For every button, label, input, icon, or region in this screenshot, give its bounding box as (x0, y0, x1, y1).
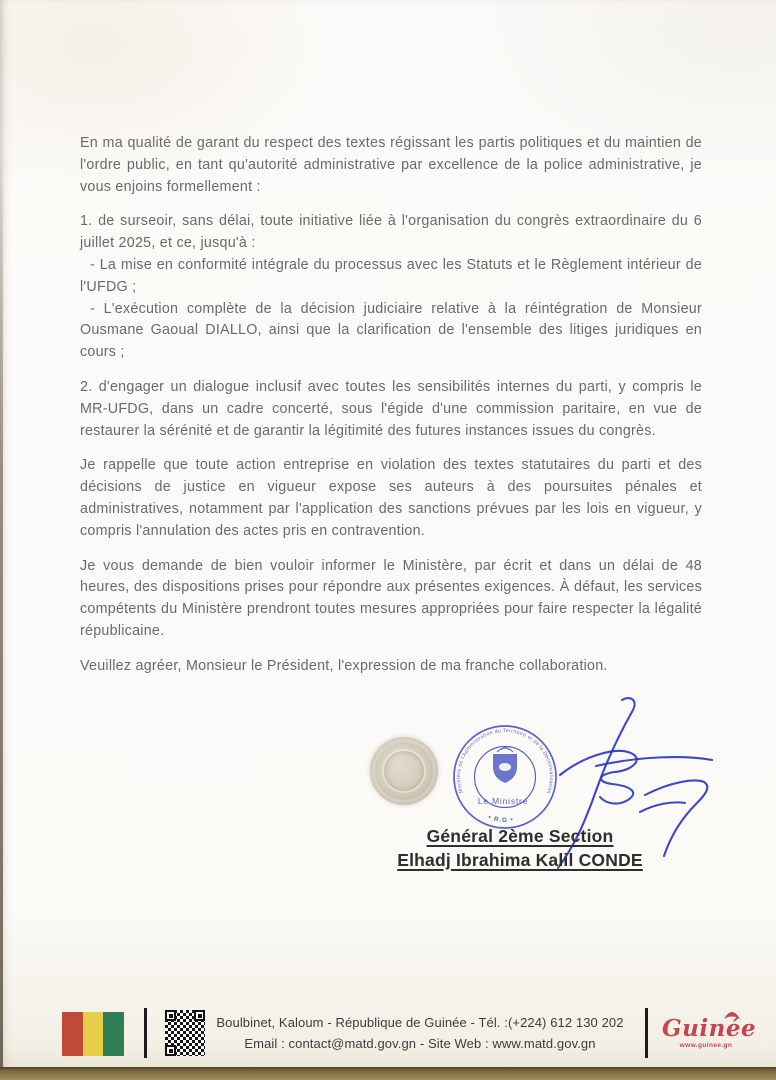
letter-paragraph-3: - La mise en conformité intégrale du processus avec les Statuts et le Règlement intérieur de l'UFDG ; (80, 256, 702, 295)
paper-bottom-edge (0, 1067, 776, 1080)
stamp-ring-text: Ministère de l'Administration du Territoire et de la Décentralisation (455, 728, 555, 795)
letter-paragraph-4: - L'exécution complète de la décision judiciaire relative à la réintégration de Monsieur Ousmane Gaoual DIALLO, ainsi que la clarification de l'ensemble des litiges juridiques en cours ; (80, 300, 702, 361)
letter-paragraph-7: Je vous demande de bien vouloir informer le Ministère, par écrit et dans un délai de 48 heures, des dispositions prises pour répondre aux présentes exigences. À défaut, les services compétents du Ministère prendront toutes mesures appropriées pour faire respecter la légalité républicaine. (80, 557, 702, 639)
guinee-logo-url: www.guinee.gn (679, 1042, 733, 1049)
flag-stripe-green (103, 1012, 124, 1056)
signatory-name: Elhadj Ibrahima Kalil CONDE (397, 849, 643, 870)
qr-finder-bottom-left (165, 1045, 176, 1056)
guinee-brand-logo (662, 1015, 757, 1049)
letter-paragraph-6: Je rappelle que toute action entreprise en violation des textes statutaires du parti et des décisions de justice en vigueur expose ses auteurs à des poursuites pénales et administratives, notamment par l'application des sanctions prévues par les lois en vigueur, y compris l'annulation des actes pris en contravention. (80, 457, 702, 539)
letter-paragraph-8: Veuillez agréer, Monsieur le Président, l'expression de ma franche collaboration. (80, 657, 608, 674)
qr-code-icon (165, 1010, 205, 1056)
flag-stripe-yellow (83, 1012, 104, 1056)
letter-paragraph-5: 2. d'engager un dialogue inclusif avec toutes les sensibilités internes du parti, y compris le MR-UFDG, dans un cadre concerté, sous l'égide d'une commission paritaire, en vue de restaurer la sérénité et de garantir la légitimité des futures instances issues du congrès. (80, 378, 702, 439)
embossed-seal (370, 737, 438, 805)
letter-paragraph-1: En ma qualité de garant du respect des textes régissant les partis politiques et du maintien de l'ordre public, en tant qu'autorité administrative par excellence de la police administrative, je vous enjoins formellement : (80, 135, 702, 195)
letterhead-footer (62, 1004, 757, 1062)
guinea-flag-icon (62, 1012, 124, 1056)
footer-address-line: Boulbinet, Kaloum - République de Guinée - Tél. :(+224) 612 130 202 (216, 1015, 624, 1030)
footer-contact-line: Email : contact@matd.gov.gn - Site Web : www.matd.gov.gn (244, 1036, 596, 1051)
footer-divider-left (144, 1008, 147, 1058)
guinee-logo-accent-icon (722, 1008, 742, 1021)
stamp-center-label: Le Ministre (477, 796, 529, 806)
svg-text:• R.G • (487, 814, 514, 824)
signatory-title: Général 2ème Section (426, 826, 614, 846)
signature-block (330, 825, 710, 872)
footer-contact-block (205, 1012, 635, 1054)
guinee-logo-text: Guinée (662, 1015, 757, 1042)
qr-finder-top-right (194, 1010, 205, 1021)
stamp-crest-icon (497, 748, 513, 753)
stamp-dove-icon (499, 763, 511, 771)
flag-stripe-red (62, 1012, 83, 1056)
qr-finder-top-left (165, 1010, 176, 1021)
stamp-bottom-mark: • R.G • (487, 813, 515, 825)
letter-paragraph-2: 1. de surseoir, sans délai, toute initiative liée à l'organisation du congrès extraordinaire du 6 juillet 2025, et ce, jusqu'à : (80, 213, 702, 252)
footer-divider-right (645, 1008, 648, 1058)
